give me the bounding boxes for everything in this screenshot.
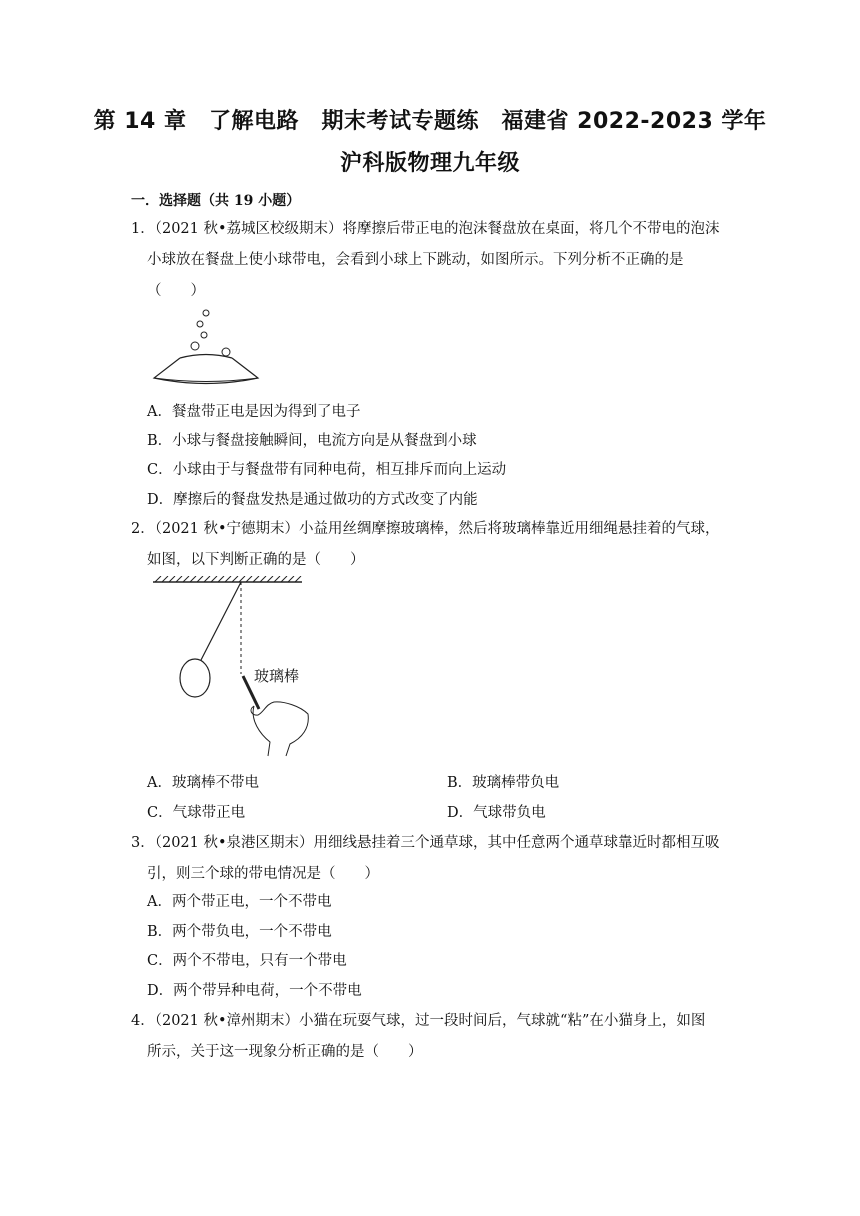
question-2-option-a: A．玻璃棒不带电 — [147, 775, 259, 791]
question-2-option-d: D．气球带负电 — [447, 805, 546, 821]
hand-drawing — [251, 702, 308, 756]
page-title-line1: 第 14 章 了解电路 期末考试专题练 福建省 2022-2023 学年 — [93, 109, 767, 134]
question-1-option-b: B．小球与餐盘接触瞬间，电流方向是从餐盘到小球 — [147, 433, 477, 449]
page-title-line2: 沪科版物理九年级 — [339, 151, 520, 176]
foam-ball-2 — [197, 321, 203, 327]
foam-ball-1 — [203, 310, 209, 316]
question-1-option-d: D．摩擦后的餐盘发热是通过做功的方式改变了内能 — [147, 492, 478, 508]
suspension-string — [201, 582, 241, 660]
question-1-answer-blank: （ ） — [147, 283, 205, 299]
question-3-option-a: A．两个带正电，一个不带电 — [147, 894, 332, 910]
balloon — [180, 659, 210, 697]
question-3-option-d: D．两个带异种电荷，一个不带电 — [147, 983, 362, 999]
question-1-option-c: C．小球由于与餐盘带有同种电荷，相互排斥而向上运动 — [147, 462, 507, 478]
question-2-stem-line1: 2．（2021 秋•宁德期末）小益用丝绸摩擦玻璃棒，然后将玻璃棒靠近用细绳悬挂着的气球， — [131, 521, 720, 537]
question-2-stem-line2: 如图，以下判断正确的是（ ） — [147, 552, 365, 568]
section-heading: 一．选择题（共 19 小题） — [131, 193, 301, 209]
foam-plate-figure — [150, 305, 262, 389]
question-1-stem-line1: 1．（2021 秋•荔城区校级期末）将摩擦后带正电的泡沫餐盘放在桌面，将几个不带电的泡沫 — [131, 221, 720, 237]
question-3-option-c: C．两个不带电，只有一个带电 — [147, 953, 347, 969]
question-3-option-b: B．两个带负电，一个不带电 — [147, 924, 332, 940]
question-3-stem-line2: 引，则三个球的带电情况是（ ） — [147, 866, 379, 882]
glass-rod-label: 玻璃棒 — [254, 667, 300, 685]
foam-ball-5 — [222, 348, 230, 356]
question-2-option-c: C．气球带正电 — [147, 805, 246, 821]
question-3 — [131, 828, 731, 890]
question-2-option-b: B．玻璃棒带负电 — [447, 775, 560, 791]
question-4-stem-line1: 4．（2021 秋•漳州期末）小猫在玩耍气球，过一段时间后，气球就“粘”在小猫身上，如图 — [131, 1013, 706, 1029]
question-4 — [131, 1006, 731, 1068]
question-1-option-a: A．餐盘带正电是因为得到了电子 — [147, 404, 361, 420]
question-1-stem-line2: 小球放在餐盘上使小球带电，会看到小球上下跳动，如图所示。下列分析不正确的是 — [147, 252, 684, 268]
foam-ball-4 — [191, 342, 199, 350]
ceiling-hatching — [155, 576, 301, 582]
question-4-stem-line2: 所示，关于这一现象分析正确的是（ ） — [147, 1044, 423, 1060]
question-1 — [131, 214, 731, 307]
foam-ball-3 — [201, 332, 207, 338]
question-2 — [131, 514, 731, 576]
question-3-stem-line1: 3．（2021 秋•泉港区期末）用细线悬挂着三个通草球，其中任意两个通草球靠近时都相互吸 — [131, 835, 720, 851]
